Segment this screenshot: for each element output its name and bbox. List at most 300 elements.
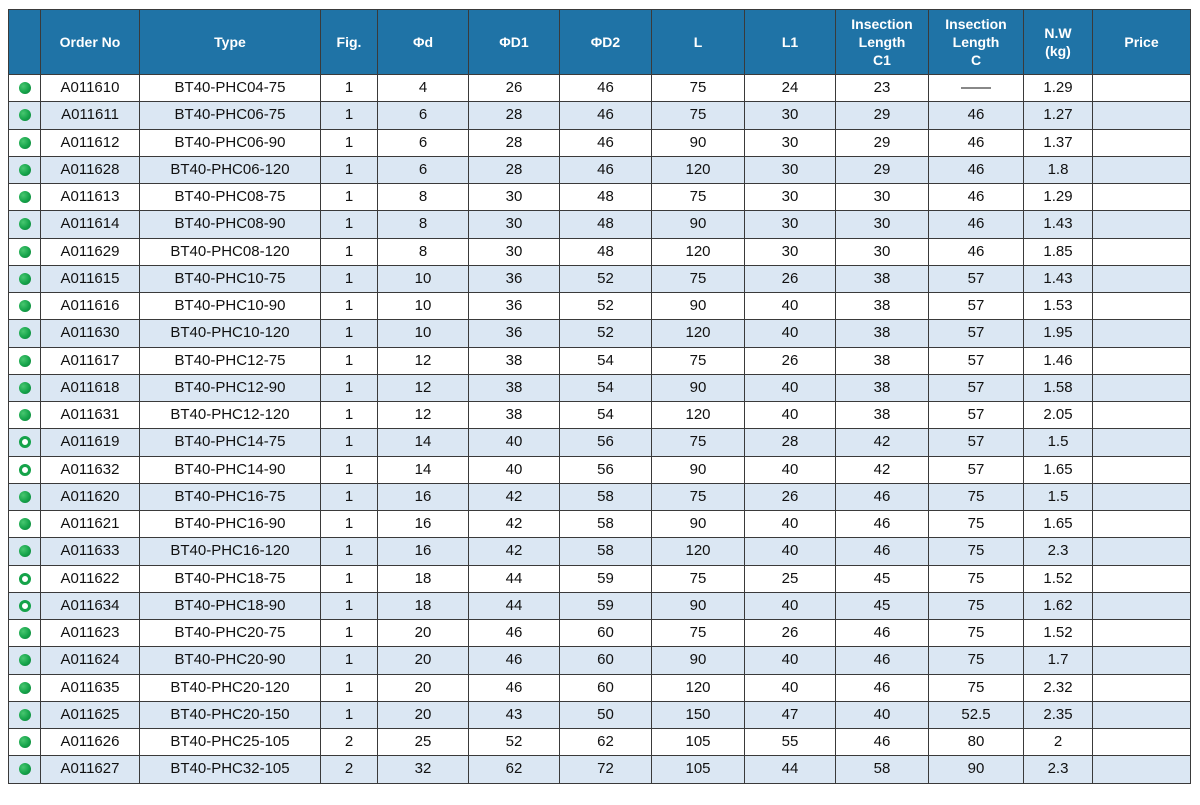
status-cell [9, 674, 41, 701]
status-cell [9, 75, 41, 102]
d-cell: 20 [378, 620, 469, 647]
price-cell [1093, 456, 1191, 483]
fig-cell: 1 [321, 538, 378, 565]
d-cell: 6 [378, 129, 469, 156]
C-cell: 57 [929, 402, 1024, 429]
L1-cell: 40 [745, 674, 836, 701]
fig-cell: 1 [321, 347, 378, 374]
price-cell [1093, 320, 1191, 347]
nw-cell: 1.65 [1024, 511, 1093, 538]
L-cell: 75 [652, 429, 745, 456]
D2-cell: 54 [560, 374, 652, 401]
nw-cell: 1.27 [1024, 102, 1093, 129]
C1-cell: 40 [836, 701, 929, 728]
table-row [9, 729, 1191, 756]
price-cell [1093, 565, 1191, 592]
C1-cell: 29 [836, 102, 929, 129]
status-dot-icon [19, 736, 31, 748]
L-cell: 90 [652, 511, 745, 538]
table-body [9, 75, 1191, 784]
status-cell [9, 483, 41, 510]
price-cell [1093, 756, 1191, 783]
status-dot-icon [19, 491, 31, 503]
D1-cell: 36 [469, 293, 560, 320]
price-cell [1093, 265, 1191, 292]
L-cell: 75 [652, 265, 745, 292]
nw-cell: 2.05 [1024, 402, 1093, 429]
header-L1: L1 [745, 10, 836, 75]
nw-cell: 1.95 [1024, 320, 1093, 347]
header-fig: Fig. [321, 10, 378, 75]
price-cell [1093, 620, 1191, 647]
order-no-cell: A011620 [41, 483, 140, 510]
order-no-cell: A011626 [41, 729, 140, 756]
order-no-cell: A011610 [41, 75, 140, 102]
d-cell: 18 [378, 592, 469, 619]
table-row [9, 701, 1191, 728]
table-row [9, 102, 1191, 129]
nw-cell: 1.29 [1024, 184, 1093, 211]
L1-cell: 40 [745, 293, 836, 320]
D1-cell: 38 [469, 374, 560, 401]
C1-cell: 30 [836, 184, 929, 211]
fig-cell: 1 [321, 211, 378, 238]
table-row [9, 184, 1191, 211]
nw-cell: 1.53 [1024, 293, 1093, 320]
L1-cell: 40 [745, 538, 836, 565]
C1-cell: 45 [836, 565, 929, 592]
nw-cell: 2.3 [1024, 756, 1093, 783]
price-cell [1093, 129, 1191, 156]
C1-cell: 45 [836, 592, 929, 619]
L1-cell: 40 [745, 456, 836, 483]
type-cell: BT40-PHC10-120 [140, 320, 321, 347]
table-row [9, 538, 1191, 565]
L1-cell: 26 [745, 265, 836, 292]
C-cell: 46 [929, 238, 1024, 265]
type-cell: BT40-PHC06-90 [140, 129, 321, 156]
status-cell [9, 592, 41, 619]
L-cell: 120 [652, 156, 745, 183]
table-row [9, 429, 1191, 456]
d-cell: 8 [378, 184, 469, 211]
order-no-cell: A011635 [41, 674, 140, 701]
D1-cell: 40 [469, 456, 560, 483]
D2-cell: 46 [560, 75, 652, 102]
status-cell [9, 129, 41, 156]
fig-cell: 1 [321, 429, 378, 456]
fig-cell: 1 [321, 293, 378, 320]
status-cell [9, 293, 41, 320]
status-cell [9, 238, 41, 265]
table-row [9, 565, 1191, 592]
L-cell: 105 [652, 729, 745, 756]
order-no-cell: A011628 [41, 156, 140, 183]
C-cell: 75 [929, 592, 1024, 619]
nw-cell: 2.32 [1024, 674, 1093, 701]
L1-cell: 30 [745, 211, 836, 238]
D1-cell: 38 [469, 347, 560, 374]
C-cell: 57 [929, 320, 1024, 347]
status-dot-icon [19, 409, 31, 421]
status-cell [9, 647, 41, 674]
C-cell: 57 [929, 347, 1024, 374]
order-no-cell: A011611 [41, 102, 140, 129]
d-cell: 12 [378, 374, 469, 401]
D1-cell: 44 [469, 565, 560, 592]
D2-cell: 60 [560, 620, 652, 647]
status-cell [9, 156, 41, 183]
D2-cell: 50 [560, 701, 652, 728]
status-cell [9, 374, 41, 401]
L-cell: 90 [652, 647, 745, 674]
D2-cell: 56 [560, 456, 652, 483]
D2-cell: 46 [560, 156, 652, 183]
L-cell: 75 [652, 620, 745, 647]
order-no-cell: A011623 [41, 620, 140, 647]
status-dot-icon [19, 627, 31, 639]
C-cell: 57 [929, 456, 1024, 483]
fig-cell: 2 [321, 756, 378, 783]
L1-cell: 55 [745, 729, 836, 756]
C-cell: 46 [929, 156, 1024, 183]
fig-cell: 1 [321, 592, 378, 619]
spec-table [8, 9, 1191, 784]
fig-cell: 1 [321, 320, 378, 347]
C1-cell: 29 [836, 129, 929, 156]
order-no-cell: A011627 [41, 756, 140, 783]
type-cell: BT40-PHC12-120 [140, 402, 321, 429]
d-cell: 14 [378, 456, 469, 483]
status-ring-icon [19, 436, 31, 448]
type-cell: BT40-PHC14-90 [140, 456, 321, 483]
header-D1: ΦD1 [469, 10, 560, 75]
L1-cell: 26 [745, 620, 836, 647]
nw-cell: 1.62 [1024, 592, 1093, 619]
L1-cell: 40 [745, 647, 836, 674]
D1-cell: 30 [469, 184, 560, 211]
fig-cell: 1 [321, 184, 378, 211]
order-no-cell: A011634 [41, 592, 140, 619]
status-dot-icon [19, 654, 31, 666]
C1-cell: 46 [836, 620, 929, 647]
table-row [9, 238, 1191, 265]
d-cell: 6 [378, 156, 469, 183]
status-dot-icon [19, 682, 31, 694]
C1-cell: 46 [836, 647, 929, 674]
D2-cell: 46 [560, 129, 652, 156]
d-cell: 10 [378, 320, 469, 347]
C1-cell: 30 [836, 211, 929, 238]
L-cell: 120 [652, 674, 745, 701]
C-cell: 90 [929, 756, 1024, 783]
L1-cell: 40 [745, 511, 836, 538]
D2-cell: 59 [560, 592, 652, 619]
table-row [9, 374, 1191, 401]
table-row [9, 456, 1191, 483]
L-cell: 90 [652, 293, 745, 320]
header-type: Type [140, 10, 321, 75]
type-cell: BT40-PHC12-90 [140, 374, 321, 401]
D2-cell: 58 [560, 538, 652, 565]
C1-cell: 38 [836, 293, 929, 320]
d-cell: 14 [378, 429, 469, 456]
fig-cell: 1 [321, 75, 378, 102]
price-cell [1093, 293, 1191, 320]
price-cell [1093, 347, 1191, 374]
L1-cell: 30 [745, 156, 836, 183]
C-cell: 75 [929, 538, 1024, 565]
table-row [9, 75, 1191, 102]
L-cell: 150 [652, 701, 745, 728]
D1-cell: 30 [469, 211, 560, 238]
status-dot-icon [19, 382, 31, 394]
status-ring-icon [19, 464, 31, 476]
status-dot-icon [19, 109, 31, 121]
type-cell: BT40-PHC16-75 [140, 483, 321, 510]
type-cell: BT40-PHC08-90 [140, 211, 321, 238]
L1-cell: 28 [745, 429, 836, 456]
L1-cell: 30 [745, 129, 836, 156]
price-cell [1093, 402, 1191, 429]
status-cell [9, 729, 41, 756]
D2-cell: 59 [560, 565, 652, 592]
nw-cell: 2.35 [1024, 701, 1093, 728]
nw-cell: 2 [1024, 729, 1093, 756]
C1-cell: 46 [836, 729, 929, 756]
type-cell: BT40-PHC08-120 [140, 238, 321, 265]
fig-cell: 1 [321, 374, 378, 401]
L1-cell: 24 [745, 75, 836, 102]
L1-cell: 26 [745, 483, 836, 510]
D1-cell: 42 [469, 511, 560, 538]
C-cell: 57 [929, 429, 1024, 456]
L-cell: 90 [652, 211, 745, 238]
C-cell: 57 [929, 374, 1024, 401]
fig-cell: 1 [321, 674, 378, 701]
type-cell: BT40-PHC20-120 [140, 674, 321, 701]
order-no-cell: A011619 [41, 429, 140, 456]
fig-cell: 1 [321, 620, 378, 647]
header-L: L [652, 10, 745, 75]
L-cell: 90 [652, 592, 745, 619]
status-cell [9, 265, 41, 292]
D1-cell: 43 [469, 701, 560, 728]
C-cell: 52.5 [929, 701, 1024, 728]
status-cell [9, 320, 41, 347]
header-price: Price [1093, 10, 1191, 75]
C-cell: 46 [929, 211, 1024, 238]
D2-cell: 54 [560, 347, 652, 374]
fig-cell: 1 [321, 156, 378, 183]
d-cell: 16 [378, 511, 469, 538]
L-cell: 90 [652, 374, 745, 401]
status-ring-icon [19, 600, 31, 612]
C-cell: 75 [929, 511, 1024, 538]
C-cell: —— [929, 75, 1024, 102]
d-cell: 20 [378, 674, 469, 701]
nw-cell: 1.29 [1024, 75, 1093, 102]
D2-cell: 56 [560, 429, 652, 456]
L-cell: 75 [652, 565, 745, 592]
d-cell: 32 [378, 756, 469, 783]
status-dot-icon [19, 300, 31, 312]
nw-cell: 1.37 [1024, 129, 1093, 156]
status-dot-icon [19, 763, 31, 775]
table-row [9, 156, 1191, 183]
fig-cell: 1 [321, 402, 378, 429]
D1-cell: 38 [469, 402, 560, 429]
status-dot-icon [19, 327, 31, 339]
status-dot-icon [19, 191, 31, 203]
C1-cell: 38 [836, 374, 929, 401]
header-nw: N.W (kg) [1024, 10, 1093, 75]
C-cell: 57 [929, 265, 1024, 292]
C1-cell: 58 [836, 756, 929, 783]
d-cell: 12 [378, 402, 469, 429]
L-cell: 120 [652, 320, 745, 347]
fig-cell: 1 [321, 102, 378, 129]
order-no-cell: A011612 [41, 129, 140, 156]
price-cell [1093, 592, 1191, 619]
L-cell: 75 [652, 75, 745, 102]
C-cell: 75 [929, 647, 1024, 674]
status-cell [9, 402, 41, 429]
D2-cell: 52 [560, 293, 652, 320]
D2-cell: 48 [560, 184, 652, 211]
L1-cell: 47 [745, 701, 836, 728]
C1-cell: 38 [836, 402, 929, 429]
D2-cell: 52 [560, 265, 652, 292]
D1-cell: 28 [469, 129, 560, 156]
type-cell: BT40-PHC06-75 [140, 102, 321, 129]
D1-cell: 30 [469, 238, 560, 265]
C1-cell: 29 [836, 156, 929, 183]
price-cell [1093, 674, 1191, 701]
table-row [9, 620, 1191, 647]
L-cell: 120 [652, 238, 745, 265]
C1-cell: 46 [836, 483, 929, 510]
spec-table-container [8, 9, 1191, 784]
price-cell [1093, 238, 1191, 265]
type-cell: BT40-PHC18-90 [140, 592, 321, 619]
C1-cell: 38 [836, 347, 929, 374]
order-no-cell: A011631 [41, 402, 140, 429]
d-cell: 6 [378, 102, 469, 129]
type-cell: BT40-PHC20-75 [140, 620, 321, 647]
price-cell [1093, 701, 1191, 728]
order-no-cell: A011618 [41, 374, 140, 401]
type-cell: BT40-PHC04-75 [140, 75, 321, 102]
d-cell: 20 [378, 647, 469, 674]
status-cell [9, 347, 41, 374]
order-no-cell: A011633 [41, 538, 140, 565]
nw-cell: 1.52 [1024, 620, 1093, 647]
status-cell [9, 701, 41, 728]
price-cell [1093, 102, 1191, 129]
L1-cell: 30 [745, 102, 836, 129]
table-row [9, 265, 1191, 292]
D2-cell: 58 [560, 511, 652, 538]
d-cell: 8 [378, 211, 469, 238]
order-no-cell: A011617 [41, 347, 140, 374]
fig-cell: 2 [321, 729, 378, 756]
nw-cell: 1.52 [1024, 565, 1093, 592]
status-cell [9, 456, 41, 483]
C-cell: 75 [929, 620, 1024, 647]
nw-cell: 1.43 [1024, 265, 1093, 292]
type-cell: BT40-PHC10-90 [140, 293, 321, 320]
C1-cell: 42 [836, 429, 929, 456]
price-cell [1093, 511, 1191, 538]
fig-cell: 1 [321, 647, 378, 674]
D2-cell: 46 [560, 102, 652, 129]
type-cell: BT40-PHC25-105 [140, 729, 321, 756]
order-no-cell: A011629 [41, 238, 140, 265]
status-dot-icon [19, 164, 31, 176]
status-dot-icon [19, 82, 31, 94]
fig-cell: 1 [321, 565, 378, 592]
D1-cell: 40 [469, 429, 560, 456]
L-cell: 75 [652, 184, 745, 211]
status-cell [9, 211, 41, 238]
L1-cell: 26 [745, 347, 836, 374]
L1-cell: 40 [745, 320, 836, 347]
order-no-cell: A011615 [41, 265, 140, 292]
nw-cell: 1.7 [1024, 647, 1093, 674]
C1-cell: 30 [836, 238, 929, 265]
d-cell: 12 [378, 347, 469, 374]
D1-cell: 44 [469, 592, 560, 619]
D1-cell: 42 [469, 538, 560, 565]
table-row [9, 483, 1191, 510]
status-dot-icon [19, 355, 31, 367]
nw-cell: 1.58 [1024, 374, 1093, 401]
table-row [9, 674, 1191, 701]
header-D2: ΦD2 [560, 10, 652, 75]
D2-cell: 54 [560, 402, 652, 429]
L-cell: 120 [652, 402, 745, 429]
D1-cell: 52 [469, 729, 560, 756]
status-dot-icon [19, 709, 31, 721]
D1-cell: 28 [469, 156, 560, 183]
status-cell [9, 429, 41, 456]
C-cell: 75 [929, 674, 1024, 701]
price-cell [1093, 184, 1191, 211]
D1-cell: 36 [469, 320, 560, 347]
table-row [9, 647, 1191, 674]
d-cell: 4 [378, 75, 469, 102]
L-cell: 75 [652, 483, 745, 510]
d-cell: 16 [378, 538, 469, 565]
table-row [9, 347, 1191, 374]
header-order-no: Order No [41, 10, 140, 75]
C-cell: 75 [929, 483, 1024, 510]
d-cell: 25 [378, 729, 469, 756]
order-no-cell: A011632 [41, 456, 140, 483]
fig-cell: 1 [321, 238, 378, 265]
D2-cell: 72 [560, 756, 652, 783]
C-cell: 46 [929, 184, 1024, 211]
D1-cell: 36 [469, 265, 560, 292]
status-dot-icon [19, 246, 31, 258]
d-cell: 16 [378, 483, 469, 510]
d-cell: 20 [378, 701, 469, 728]
status-dot-icon [19, 518, 31, 530]
type-cell: BT40-PHC18-75 [140, 565, 321, 592]
order-no-cell: A011622 [41, 565, 140, 592]
status-cell [9, 511, 41, 538]
